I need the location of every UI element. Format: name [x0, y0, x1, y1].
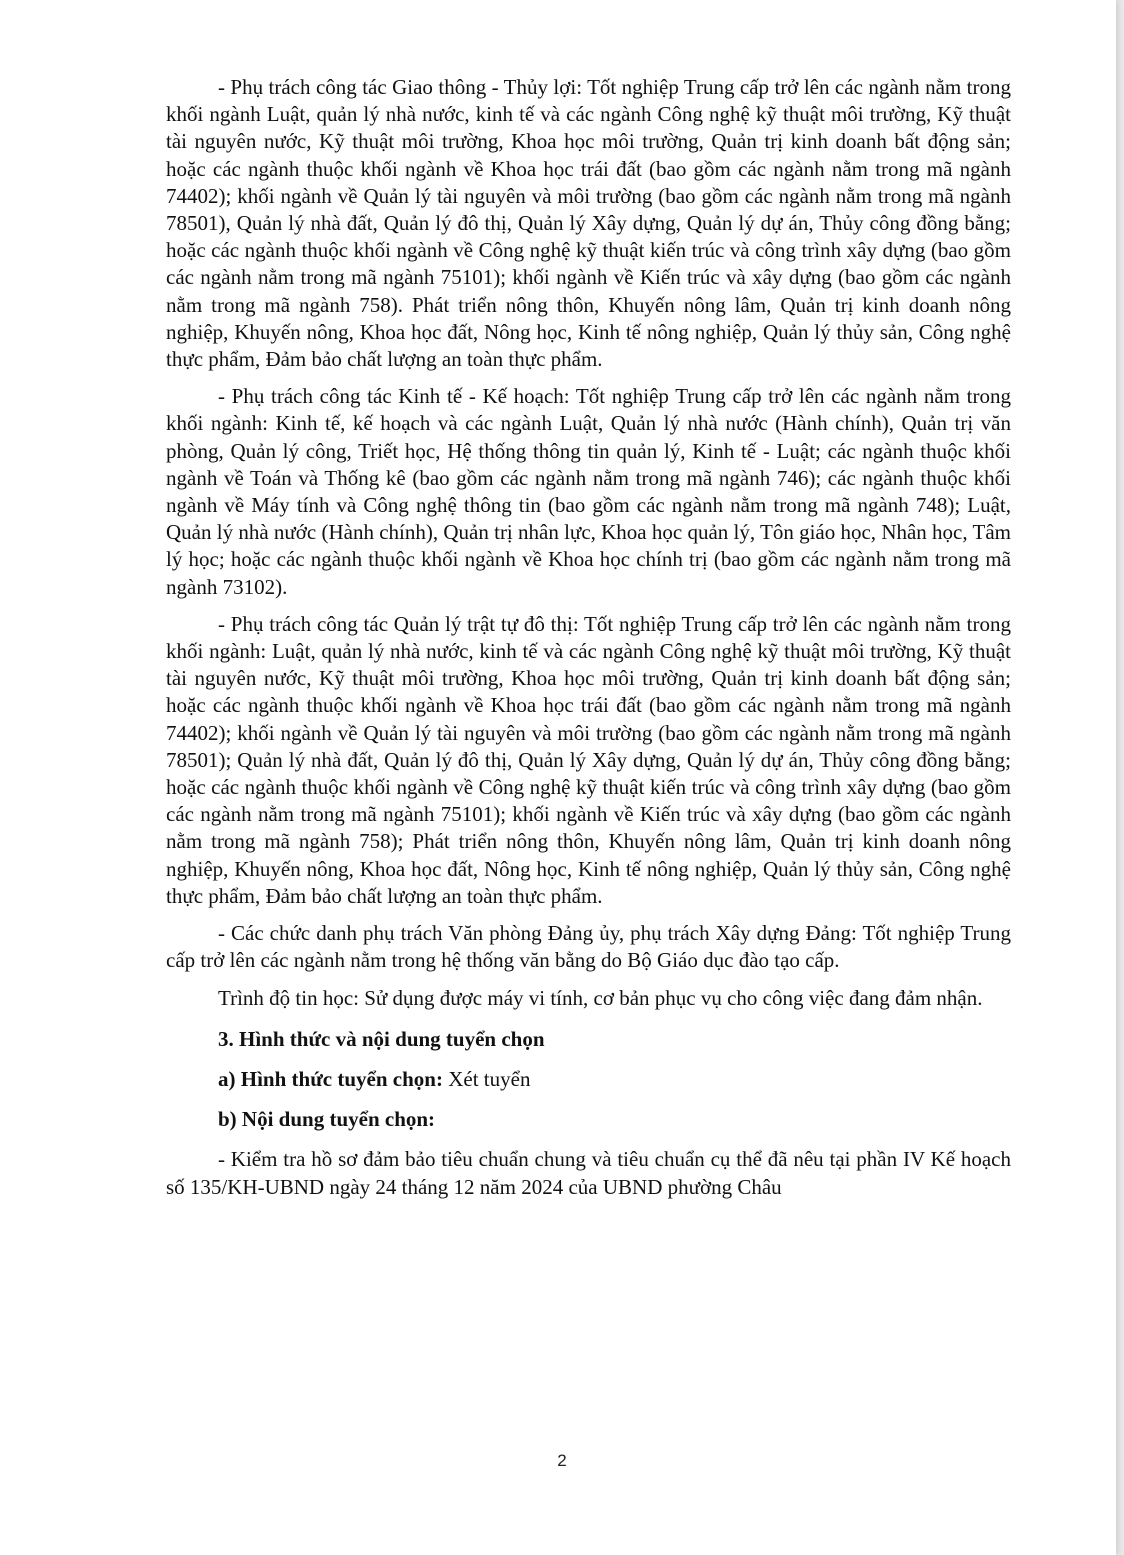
subsection-a-label: a) Hình thức tuyển chọn:: [218, 1066, 443, 1091]
page-number: 2: [557, 1451, 567, 1470]
paragraph-giao-thong-thuy-loi: - Phụ trách công tác Giao thông - Thủy lợi: Tốt nghiệp Trung cấp trở lên các ngành nằm trong khối ngành Luật, quản lý nhà nước, kinh tế và các ngành Công nghệ kỹ thuật môi trường, Kỹ thuật tài nguyên nước, Kỹ thuật môi trường, Khoa học môi trường, Quản trị kinh doanh bất động sản; hoặc các ngành thuộc khối ngành về Khoa học trái đất (bao gồm các ngành nằm trong mã ngành 74402); khối ngành về Quản lý tài nguyên và môi trường (bao gồm các ngành nằm trong mã ngành 78501), Quản lý nhà đất, Quản lý đô thị, Quản lý Xây dựng, Quản lý dự án, Thủy công đồng bằng; hoặc các ngành thuộc khối ngành về Công nghệ kỹ thuật kiến trúc và công trình xây dựng (bao gồm các ngành nằm trong mã ngành 75101); khối ngành về Kiến trúc và xây dựng (bao gồm các ngành nằm trong mã ngành 758). Phát triển nông thôn, Khuyến nông lâm, Quản trị kinh doanh nông nghiệp, Khuyến nông, Khoa học đất, Nông học, Kinh tế nông nghiệp, Quản lý thủy sản, Công nghệ thực phẩm, Đảm bảo chất lượng an toàn thực phẩm.: [166, 75, 1011, 372]
subsection-b-label: b) Nội dung tuyển chọn:: [218, 1107, 436, 1132]
paragraph-kiem-tra-ho-so: - Kiểm tra hồ sơ đảm bảo tiêu chuẩn chung và tiêu chuẩn cụ thể đã nêu tại phần IV Kế hoạch số 135/KH-UBND ngày 24 tháng 12 năm 2024 của UBND phường Châu: [166, 1147, 1011, 1199]
paragraph-quan-ly-trat-tu-do-thi: - Phụ trách công tác Quản lý trật tự đô thị: Tốt nghiệp Trung cấp trở lên các ngành nằm trong khối ngành: Luật, quản lý nhà nước, kinh tế và các ngành Công nghệ kỹ thuật môi trường, Kỹ thuật tài nguyên nước, Kỹ thuật môi trường, Khoa học môi trường, Quản trị kinh doanh bất động sản; hoặc các ngành thuộc khối ngành về Khoa học trái đất (bao gồm các ngành nằm trong mã ngành 74402); khối ngành về Quản lý tài nguyên và môi trường (bao gồm các ngành nằm trong mã ngành 78501); Quản lý nhà đất, Quản lý đô thị, Quản lý Xây dựng, Quản lý dự án, Thủy công đồng bằng; hoặc các ngành thuộc khối ngành về Công nghệ kỹ thuật kiến trúc và công trình xây dựng (bao gồm các ngành nằm trong mã ngành 75101); khối ngành về Kiến trúc và xây dựng (bao gồm các ngành nằm trong mã ngành 758); Phát triển nông thôn, Khuyến nông lâm, Quản trị kinh doanh nông nghiệp, Khuyến nông, Khoa học đất, Nông học, Kinh tế nông nghiệp, Quản lý thủy sản, Công nghệ thực phẩm, Đảm bảo chất lượng an toàn thực phẩm.: [166, 611, 1011, 908]
paragraph-kinh-te-ke-hoach: - Phụ trách công tác Kinh tế - Kế hoạch: Tốt nghiệp Trung cấp trở lên các ngành nằm trong khối ngành: Kinh tế, kế hoạch và các ngành Luật, Quản lý nhà nước (Hành chính), Quản trị văn phòng, Quản lý công, Triết học, Hệ thống thông tin quản lý, Kinh tế - Luật; các ngành thuộc khối ngành về Toán và Thống kê (bao gồm các ngành nằm trong mã ngành 746); các ngành thuộc khối ngành về Máy tính và Công nghệ thông tin (bao gồm các ngành nằm trong mã ngành 748); Luật, Quản lý nhà nước (Hành chính), Quản trị nhân lực, Khoa học quản lý, Tôn giáo học, Nhân học, Tâm lý học; hoặc các ngành thuộc khối ngành về Khoa học chính trị (bao gồm các ngành nằm trong mã ngành 73102).: [166, 384, 1011, 599]
subsection-a: [166, 1066, 1011, 1093]
section-heading: 3. Hình thức và nội dung tuyển chọn: [218, 1026, 545, 1051]
document-body: [166, 74, 1011, 1211]
subsection-a-value: Xét tuyển: [442, 1066, 531, 1091]
paragraph-trinh-do-tin-hoc: Trình độ tin học: Sử dụng được máy vi tính, cơ bản phục vụ cho công việc đang đảm nhận.: [218, 985, 983, 1010]
subsection-b: [166, 1106, 1011, 1133]
paragraph-van-phong-dang-uy: - Các chức danh phụ trách Văn phòng Đảng ủy, phụ trách Xây dựng Đảng: Tốt nghiệp Trung cấp trở lên các ngành nằm trong hệ thống văn bằng do Bộ Giáo dục đào tạo cấp.: [166, 921, 1011, 973]
